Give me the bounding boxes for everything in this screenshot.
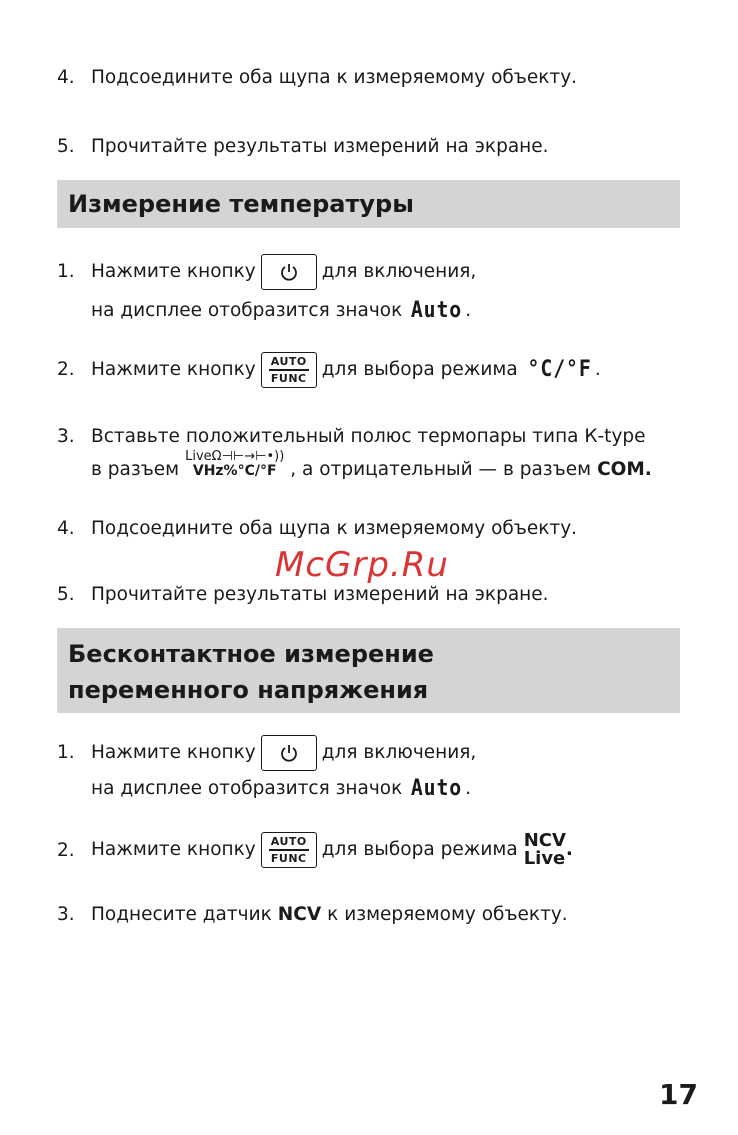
step-line: Нажмите кнопку AUTO FUNC для выбора режима NCV Live . bbox=[91, 830, 573, 869]
step-text: для выбора режима bbox=[321, 839, 518, 860]
step-number: 3. bbox=[57, 426, 75, 447]
step-text: Поднесите датчик bbox=[91, 904, 272, 925]
step-text: Нажмите кнопку bbox=[91, 261, 256, 282]
auto-func-button-icon: AUTO FUNC bbox=[261, 352, 317, 388]
step-number: 2. bbox=[57, 840, 75, 861]
step-text: Подсоедините оба щупа к измеряемому объекту. bbox=[91, 67, 578, 88]
step-text: , а отрицательный — в разъем bbox=[290, 459, 592, 480]
auto-func-button-icon: AUTO FUNC bbox=[261, 832, 317, 868]
section-title: Измерение температуры bbox=[68, 190, 414, 218]
step-text: к измеряемому объекту. bbox=[327, 904, 568, 925]
step-text: Подсоедините оба щупа к измеряемому объекту. bbox=[91, 518, 578, 539]
step-number: 5. bbox=[57, 584, 75, 605]
power-icon bbox=[279, 743, 299, 763]
step-number: 1. bbox=[57, 742, 75, 763]
step-text: Вставьте положительный полюс термопары типа К-type bbox=[91, 426, 646, 447]
step-line: на дисплее отобразится значок Auto . bbox=[91, 298, 472, 323]
step-number: 4. bbox=[57, 67, 75, 88]
section-title: Бесконтактное измерение bbox=[68, 640, 434, 668]
step-text: на дисплее отобразится значок bbox=[91, 300, 403, 321]
step-text: Нажмите кнопку bbox=[91, 359, 256, 380]
step-number: 4. bbox=[57, 518, 75, 539]
step-line bbox=[91, 902, 568, 928]
step-line: Нажмите кнопку AUTO FUNC для выбора режима °C/°F . bbox=[91, 352, 601, 388]
step-text: Нажмите кнопку bbox=[91, 839, 256, 860]
step-line: на дисплее отобразится значок Auto . bbox=[91, 776, 472, 801]
com-label: COM bbox=[597, 459, 645, 480]
watermark: McGrp.Ru bbox=[275, 545, 449, 585]
step-number: 5. bbox=[57, 136, 75, 157]
step-text: Нажмите кнопку bbox=[91, 742, 256, 763]
step-number: 1. bbox=[57, 261, 75, 282]
step-text: Прочитайте результаты измерений на экране. bbox=[91, 584, 549, 605]
input-jack-icon: LiveΩ⊣⊢→⊢•)) VHz%°C/°F bbox=[185, 449, 285, 479]
step-text: на дисплее отобразится значок bbox=[91, 778, 403, 799]
step-line bbox=[91, 735, 476, 771]
step-text: Прочитайте результаты измерений на экране. bbox=[91, 136, 549, 157]
auto-lcd-icon: Auto bbox=[411, 776, 463, 801]
ncv-label: NCV bbox=[277, 904, 322, 925]
page-number: 17 bbox=[659, 1078, 698, 1111]
power-button-icon bbox=[261, 735, 317, 771]
step-text: в разъем bbox=[91, 459, 180, 480]
step-number: 2. bbox=[57, 359, 75, 380]
temperature-mode-icon: °C/°F bbox=[527, 357, 592, 382]
power-icon bbox=[279, 262, 299, 282]
step-number: 3. bbox=[57, 904, 75, 925]
step-text: для включения, bbox=[321, 261, 477, 282]
step-line: в разъем LiveΩ⊣⊢→⊢•)) VHz%°C/°F , а отрицательный — в разъем COM . bbox=[91, 456, 652, 484]
step-line bbox=[91, 254, 476, 290]
power-button-icon bbox=[261, 254, 317, 290]
ncv-mode-icon: NCV Live bbox=[523, 830, 566, 869]
step-text: для включения, bbox=[321, 742, 477, 763]
step-text: для выбора режима bbox=[321, 359, 518, 380]
auto-lcd-icon: Auto bbox=[411, 298, 463, 323]
section-title: переменного напряжения bbox=[68, 676, 429, 704]
